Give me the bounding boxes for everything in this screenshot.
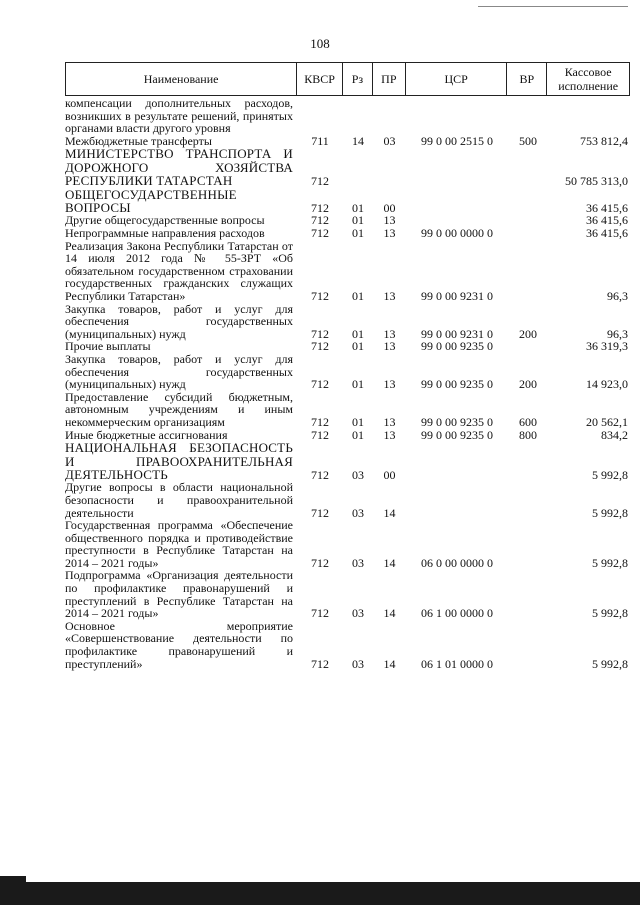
page-number: 108 bbox=[310, 36, 330, 51]
table-row bbox=[65, 303, 630, 341]
row-amount: 5 992,8 bbox=[592, 467, 628, 482]
row-amount: 96,3 bbox=[607, 288, 628, 303]
table-row bbox=[65, 391, 630, 429]
row-pr: 13 bbox=[383, 427, 396, 442]
row-rz: 01 bbox=[352, 200, 364, 215]
row-pr: 13 bbox=[383, 288, 396, 303]
header-vr: ВР bbox=[507, 63, 547, 95]
row-pr: 13 bbox=[383, 326, 396, 341]
row-pr: 13 bbox=[383, 226, 396, 240]
row-csr: 06 0 00 0000 0 bbox=[421, 555, 493, 570]
row-kvsr: 712 bbox=[311, 200, 329, 215]
row-rz: 14 bbox=[352, 133, 364, 148]
row-name: Государственная программа «Обеспечение общественного порядка и противодействие преступности в Республике Татарстан на 2014 – 2021 годы» bbox=[65, 518, 293, 570]
row-csr: 99 0 00 9235 0 bbox=[421, 414, 493, 429]
header-csr: ЦСР bbox=[406, 63, 508, 95]
row-name: Межбюджетные трансферты bbox=[65, 133, 212, 148]
row-kvsr: 712 bbox=[311, 213, 329, 228]
row-amount: 36 415,6 bbox=[586, 226, 628, 240]
row-amount: 96,3 bbox=[607, 326, 628, 341]
row-vr: 600 bbox=[519, 414, 537, 429]
row-name: Другие вопросы в области национальной безопасности и правоохранительной деятельности bbox=[65, 480, 293, 520]
row-kvsr: 712 bbox=[311, 467, 329, 482]
row-pr: 14 bbox=[383, 656, 396, 671]
row-amount: 5 992,8 bbox=[592, 656, 628, 671]
table-row bbox=[65, 569, 630, 619]
table-body bbox=[65, 97, 630, 670]
row-name: Прочие выплаты bbox=[65, 339, 151, 354]
row-kvsr: 712 bbox=[311, 505, 329, 520]
row-kvsr: 712 bbox=[311, 339, 329, 354]
row-amount: 5 992,8 bbox=[592, 555, 628, 570]
row-csr: 99 0 00 0000 0 bbox=[421, 226, 493, 240]
row-amount: 5 992,8 bbox=[592, 505, 628, 520]
row-name: Закупка товаров, работ и услуг для обеспечения государственных (муниципальных) нужд bbox=[65, 351, 293, 392]
row-vr: 200 bbox=[519, 326, 537, 341]
row-vr: 500 bbox=[519, 133, 537, 148]
row-name: Иные бюджетные ассигнования bbox=[65, 427, 228, 442]
row-name: Предоставление субсидий бюджетным, автономным учреждениям и иным некоммерческим организациям bbox=[65, 389, 293, 429]
table-row bbox=[65, 188, 630, 215]
row-amount: 5 992,8 bbox=[592, 606, 628, 621]
row-csr: 99 0 00 9231 0 bbox=[421, 288, 493, 303]
row-amount: 50 785 313,0 bbox=[565, 174, 628, 188]
row-kvsr: 712 bbox=[311, 326, 329, 341]
row-csr: 99 0 00 9235 0 bbox=[421, 339, 493, 354]
row-name: Основное мероприятие «Совершенствование деятельности по профилактике правонарушений и преступлений» bbox=[65, 618, 293, 671]
row-kvsr: 712 bbox=[311, 606, 329, 621]
row-rz: 03 bbox=[352, 505, 364, 520]
row-vr: 200 bbox=[519, 377, 537, 392]
row-pr: 13 bbox=[383, 213, 396, 228]
row-csr: 06 1 00 0000 0 bbox=[421, 606, 493, 621]
row-rz: 01 bbox=[352, 377, 364, 392]
row-pr: 14 bbox=[383, 606, 396, 621]
row-name: ОБЩЕГОСУДАРСТВЕННЫЕ ВОПРОСЫ bbox=[65, 186, 237, 215]
table-row bbox=[65, 481, 630, 519]
row-amount: 14 923,0 bbox=[586, 377, 628, 392]
row-kvsr: 711 bbox=[311, 133, 329, 148]
row-pr: 13 bbox=[383, 414, 396, 429]
table-row bbox=[65, 519, 630, 569]
row-rz: 01 bbox=[352, 339, 364, 354]
row-name: компенсации дополнительных расходов, возникших в результате решений, принятых органами власти другого уровня bbox=[65, 96, 293, 136]
row-csr: 06 1 01 0000 0 bbox=[421, 656, 493, 671]
row-pr: 14 bbox=[383, 505, 396, 520]
table-row bbox=[65, 227, 630, 240]
row-kvsr: 712 bbox=[311, 427, 329, 442]
row-name: Подпрограмма «Организация деятельности по профилактике правонарушений и преступлений в Республике Татарстан на 2014 – 2021 годы» bbox=[65, 568, 293, 621]
row-pr: 13 bbox=[383, 339, 396, 354]
row-csr: 99 0 00 9235 0 bbox=[421, 427, 493, 442]
top-rule bbox=[478, 6, 628, 7]
header-kassa: Кассовое исполнение bbox=[558, 65, 619, 93]
row-amount: 20 562,1 bbox=[586, 414, 628, 429]
row-kvsr: 712 bbox=[311, 377, 329, 392]
row-csr: 99 0 00 9231 0 bbox=[421, 326, 493, 341]
row-pr: 14 bbox=[383, 555, 396, 570]
header-name: Наименование bbox=[66, 63, 297, 95]
row-pr: 00 bbox=[383, 200, 396, 215]
table-row bbox=[65, 147, 630, 187]
row-name: Реализация Закона Республики Татарстан от 14 июля 2012 года № 55-ЗРТ «Об обязательном государственном страховании государственных гражданских служащих Республики Татарстан» bbox=[65, 238, 293, 303]
row-name: НАЦИОНАЛЬНАЯ БЕЗОПАСНОСТЬ И ПРАВООХРАНИТЕЛЬНАЯ ДЕЯТЕЛЬНОСТЬ bbox=[65, 440, 293, 482]
row-rz: 01 bbox=[352, 213, 364, 228]
row-pr: 13 bbox=[383, 377, 396, 392]
row-amount: 753 812,4 bbox=[580, 133, 628, 148]
table-row bbox=[65, 97, 630, 135]
row-name: МИНИСТЕРСТВО ТРАНСПОРТА И ДОРОЖНОГО ХОЗЯЙСТВА РЕСПУБЛИКИ ТАТАРСТАН bbox=[65, 146, 293, 189]
header-pr: ПР bbox=[373, 63, 406, 95]
row-csr: 99 0 00 2515 0 bbox=[421, 133, 493, 148]
table-row bbox=[65, 240, 630, 303]
row-rz: 01 bbox=[352, 414, 364, 429]
row-vr: 800 bbox=[519, 427, 537, 442]
header-kvsr: КВСР bbox=[297, 63, 343, 95]
row-kvsr: 712 bbox=[311, 656, 329, 671]
row-rz: 01 bbox=[352, 427, 364, 442]
row-rz: 01 bbox=[352, 288, 364, 303]
table-row bbox=[65, 353, 630, 391]
row-kvsr: 712 bbox=[311, 288, 329, 303]
scan-border bbox=[0, 882, 640, 905]
table-row bbox=[65, 620, 630, 670]
table-row bbox=[65, 441, 630, 481]
row-amount: 36 415,6 bbox=[586, 213, 628, 228]
row-name: Закупка товаров, работ и услуг для обеспечения государственных (муниципальных) нужд bbox=[65, 301, 293, 341]
row-rz: 03 bbox=[352, 467, 364, 482]
row-kvsr: 712 bbox=[311, 174, 329, 188]
row-amount: 36 319,3 bbox=[586, 339, 628, 354]
table-header bbox=[65, 62, 630, 96]
row-amount: 36 415,6 bbox=[586, 200, 628, 215]
row-rz: 01 bbox=[352, 326, 364, 341]
row-kvsr: 712 bbox=[311, 226, 329, 240]
row-rz: 03 bbox=[352, 555, 364, 570]
row-pr: 00 bbox=[383, 467, 396, 482]
row-rz: 03 bbox=[352, 656, 364, 671]
row-kvsr: 712 bbox=[311, 414, 329, 429]
row-name: Другие общегосударственные вопросы bbox=[65, 213, 265, 228]
row-rz: 03 bbox=[352, 606, 364, 621]
row-csr: 99 0 00 9235 0 bbox=[421, 377, 493, 392]
row-pr: 03 bbox=[383, 133, 396, 148]
header-rz: Рз bbox=[343, 63, 373, 95]
row-kvsr: 712 bbox=[311, 555, 329, 570]
row-name: Непрограммные направления расходов bbox=[65, 226, 265, 240]
row-rz: 01 bbox=[352, 226, 364, 240]
row-amount: 834,2 bbox=[601, 427, 628, 442]
